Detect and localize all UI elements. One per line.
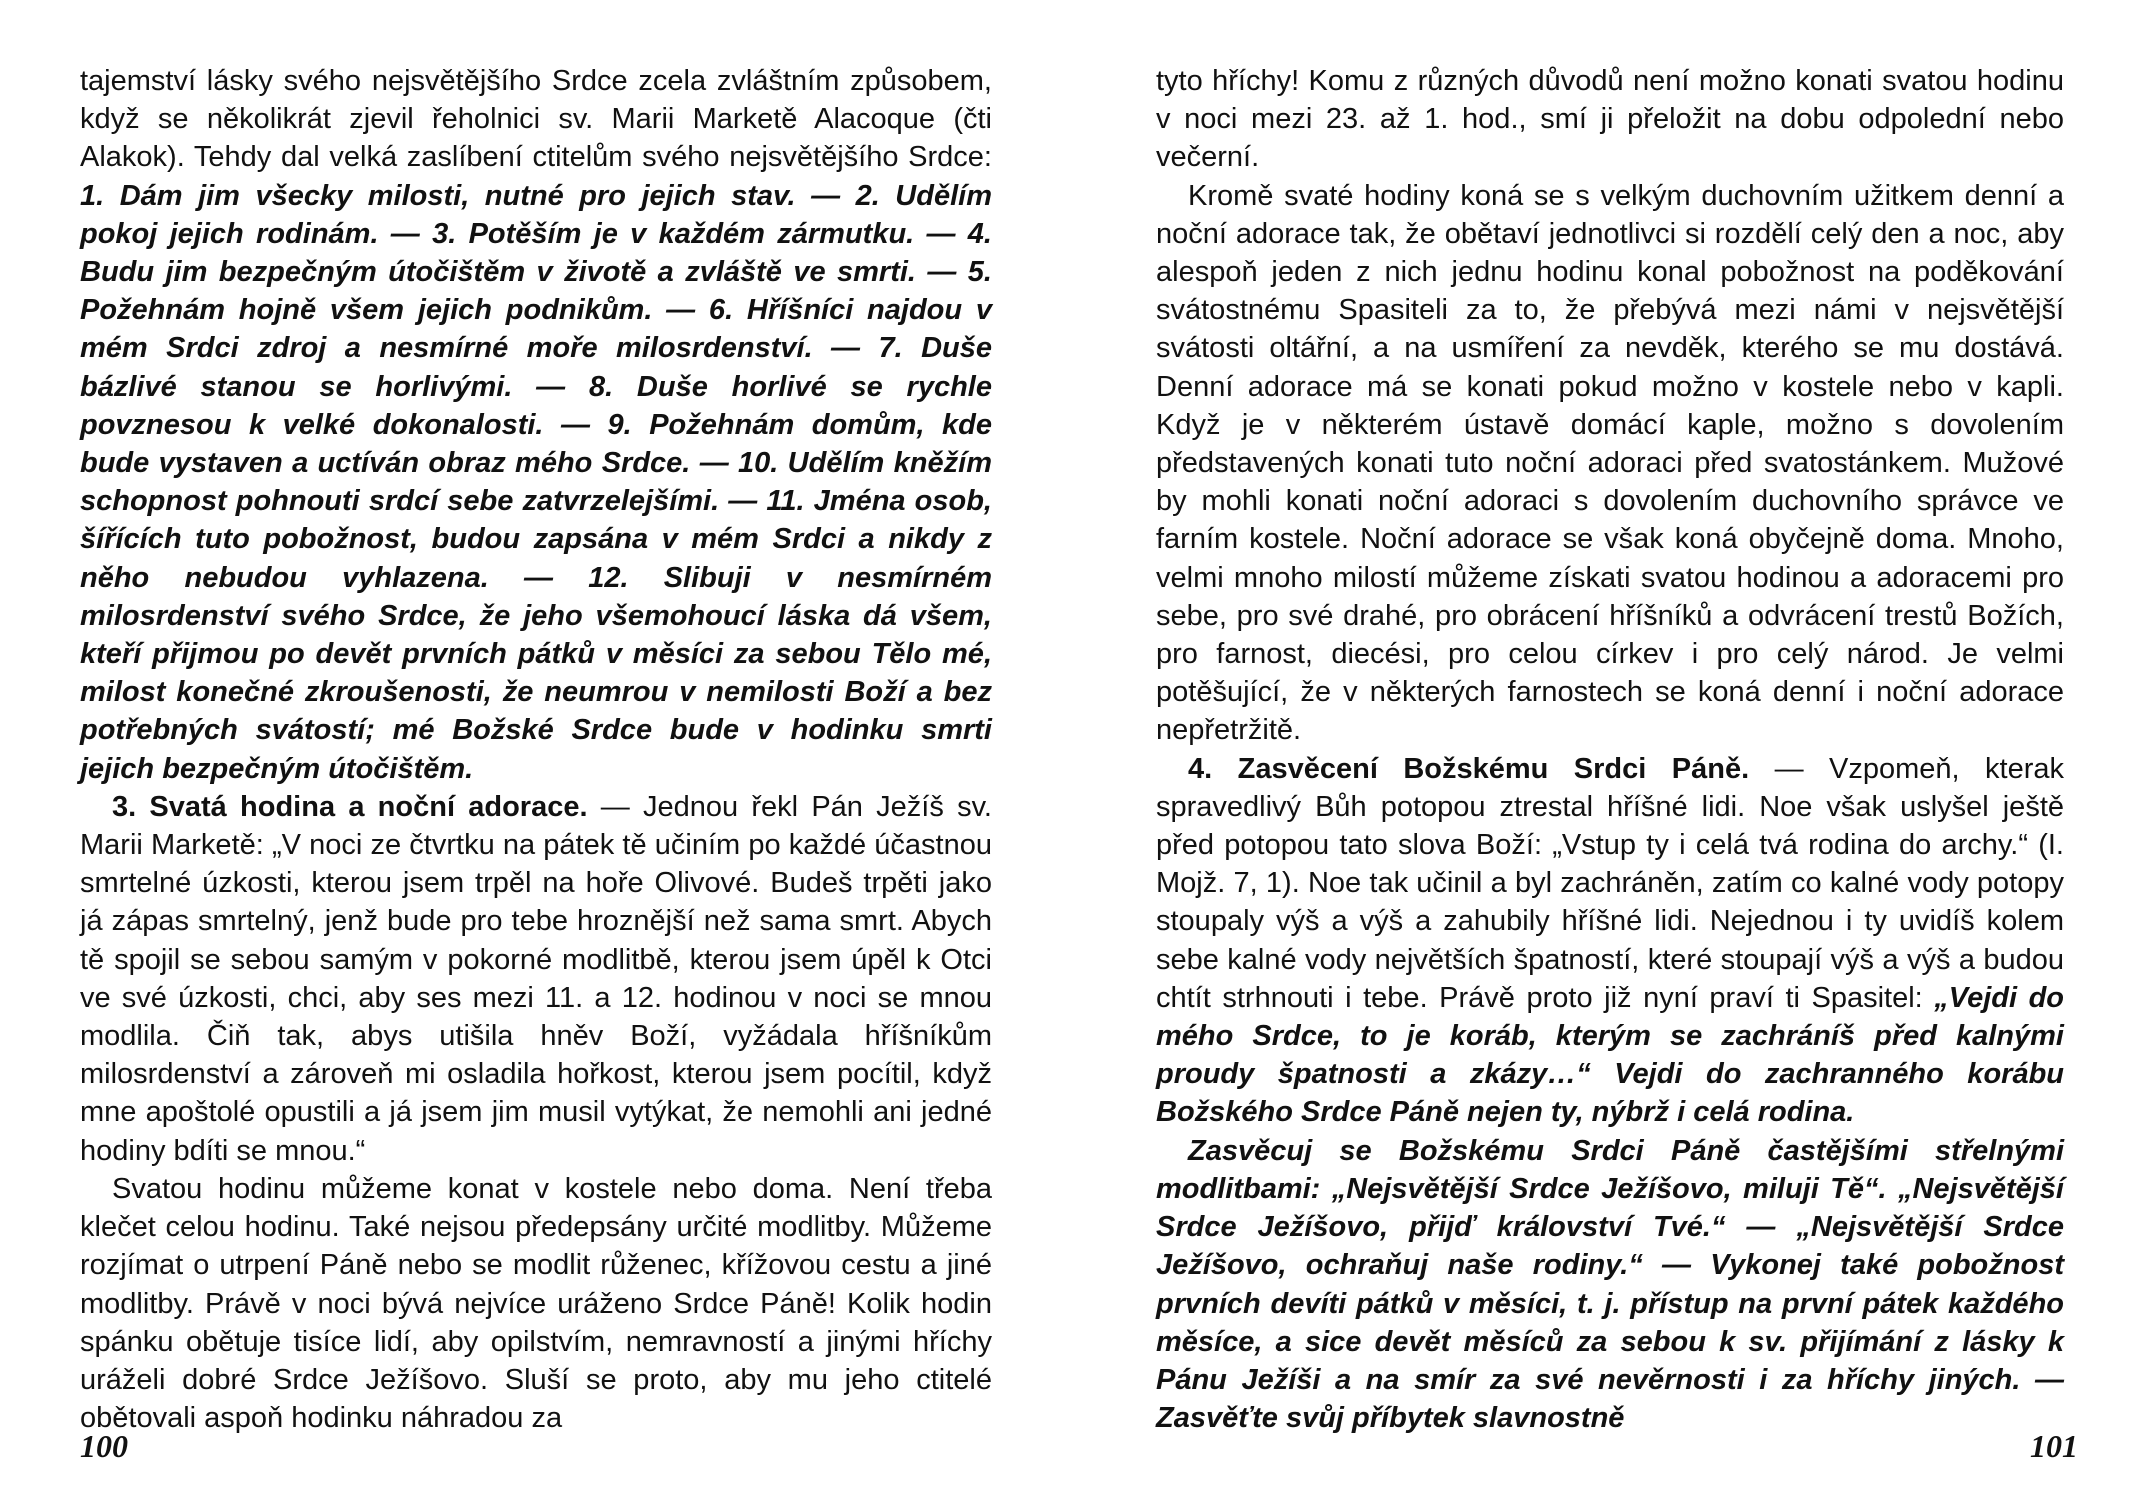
page-number-right: 101 <box>2030 1428 2078 1464</box>
left-text-block <box>80 62 992 1437</box>
right-page <box>1071 0 2142 1500</box>
twelve-promises: 1. Dám jim všecky milosti, nutné pro jejich stav. — 2. Udělím pokoj jejich rodinám. — 3. Potěším je v každém zármutku. — 4. Budu jim bezpečným útočištěm v životě a zvláště ve smrti. — 5. Požehnám hojně všem jejich podnikům. — 6. Hříšníci najdou v mém Srdci zdroj a nesmírné moře milosrdenství. — 7. Duše bázlivé stanou se horlivými. — 8. Duše horlivé se rychle povznesou k velké dokonalosti. — 9. Požehnám domům, kde bude vystaven a uctíván obraz mého Srdce. — 10. Udělím kněžím schopnost pohnouti srdcí sebe zatvrzelejšími. — 11. Jména osob, šířících tuto pobožnost, budou zapsána v mém Srdci a nikdy z něho nebudou vyhlazena. — 12. Slibuji v nesmírném milosrdenství svého Srdce, že jeho všemohoucí láska dá všem, kteří přijmou po devět prvních pátků v měsíci za sebou Tělo mé, milost konečné zkroušenosti, že neumrou v nemilosti Boží a bez potřebných svátostí; mé Božské Srdce bude v hodinku smrti jejich bezpečným útočištěm. <box>80 179 992 785</box>
consecration-quote: „Vejdi do mého Srdce, to je koráb, kterým se zachráníš před kalnými proudy špatnosti a zkázy…“ Vejdi do zachranného korábu Božského Srdce Páně nejen ty, nýbrž i celá rodina. <box>1156 981 2064 1129</box>
page-number-left: 100 <box>80 1428 128 1464</box>
right-paragraph-ejaculations: Zasvěcuj se Božskému Srdci Páně častějšími střelnými modlitbami: „Nejsvětější Srdce Ježíšovo, miluji Tě“. „Nejsvětější Srdce Ježíšovo, přijď království Tvé.“ — „Nejsvětější Srdce Ježíšovo, ochraňuj naše rodiny.“ — Vykonej také pobožnost prvních devíti pátků v měsíci, t. j. přístup na první pátek každého měsíce, a sice devět měsíců za sebou k sv. přijímání z lásky k Pánu Ježíši a na smír za své nevěrnosti i za hříchy jiných. — Zasvěťte svůj příbytek slavnostně <box>1156 1134 2064 1435</box>
right-paragraph-continuation: tyto hříchy! Komu z různých důvodů není možno konati svatou hodinu v noci mezi 23. až 1. hod., smí ji přeložit na dobu odpolední nebo večerní. <box>1156 65 2064 174</box>
left-paragraph-holy-hour <box>80 788 992 1170</box>
right-paragraph-consecration <box>1156 750 2064 1132</box>
right-text-block <box>1156 62 2064 1437</box>
consecration-text: — Vzpomeň, kterak spravedlivý Bůh potopou ztrestal hříšné lidi. Noe však uslyšel ještě před potopou tato slova Boží: „Vstup ty i celá tvá rodina do archy.“ (I. Mojž. 7, 1). Noe tak učinil a byl zachráněn, zatím co kalné vody potopy stoupaly výš a výš a zahubily hříšné lidi. Nejednou i ty uvidíš kolem sebe kalné vody největších špatností, které stoupají výš a výš a budou chtít strhnouti i tebe. Právě proto již nyní praví ti Spasitel: <box>1156 752 2064 1014</box>
section-heading-holy-hour: 3. Svatá hodina a noční adorace. <box>112 790 588 823</box>
promises-lead: tajemství lásky svého nejsvětějšího Srdce zcela zvláštním způsobem, když se několikrát zjevil řeholnici sv. Marii Marketě Alacoque (čti Alakok). Tehdy dal velká zaslíbení ctitelům svého nejsvětějšího Srdce: <box>80 65 992 174</box>
holy-hour-text: — Jednou řekl Pán Ježíš sv. Marii Marketě: „V noci ze čtvrtku na pátek tě učiním po každé účastnou smrtelné úzkosti, kterou jsem trpěl na hoře Olivové. Budeš trpěti jako já zápas smrtelný, jenž bude pro tebe hroznější než sama smrt. Abych tě spojil se sebou samým v pokorné modlitbě, kterou jsem úpěl k Otci ve své úzkosti, chci, aby ses mezi 11. a 12. hodinou v noci se mnou modlila. Čiň tak, abys utišila hněv Boží, vyžádala hříšníkům milosrdenství a zároveň mi osladila hořkost, kterou jsem pocítil, když mne apoštolé opustili a já jsem jim musil vytýkat, že nemohli ani jedné hodiny bdíti se mnou.“ <box>80 790 992 1167</box>
left-paragraph-holy-hour-practice: Svatou hodinu můžeme konat v kostele nebo doma. Není třeba klečet celou hodinu. Také nejsou předepsány určité modlitby. Můžeme rozjímat o utrpení Páně nebo se modlit růženec, křížovou cestu a jiné modlitby. Právě v noci bývá nejvíce uráženo Srdce Páně! Kolik hodin spánku obětuje tisíce lidí, aby opilstvím, nemravností a jinými hříchy uráželi dobré Srdce Ježíšovo. Sluší se proto, aby mu jeho ctitelé obětovali aspoň hodinku náhradou za <box>80 1172 992 1435</box>
left-paragraph-promises <box>80 62 992 788</box>
section-heading-consecration: 4. Zasvěcení Božskému Srdci Páně. <box>1188 752 1750 785</box>
right-paragraph-adoration: Kromě svaté hodiny koná se s velkým duchovním užitkem denní a noční adorace tak, že obětaví jednotlivci si rozdělí celý den a noc, aby alespoň jeden z nich jednu hodinu konal pobožnost na poděkování svátostnému Spasiteli za to, že přebývá mezi námi v nejsvětější svátosti oltářní, a na usmíření za nevděk, kterého se mu dostává. Denní adorace má se konati pokud možno v kostele nebo v kapli. Když je v některém ústavě domácí kaple, možno s dovolením představených konati tuto noční adoraci před svatostánkem. Mužové by mohli konati noční adoraci s dovolením duchovního správce ve farním kostele. Noční adorace se však koná obyčejně doma. Mnoho, velmi mnoho milostí můžeme získati svatou hodinou a adoracemi pro sebe, pro své drahé, pro obrácení hříšníků a odvrácení trestů Božích, pro farnost, diecési, pro celou církev i pro celý národ. Je velmi potěšující, že v některých farnostech se koná denní i noční adorace nepřetržitě. <box>1156 179 2064 747</box>
